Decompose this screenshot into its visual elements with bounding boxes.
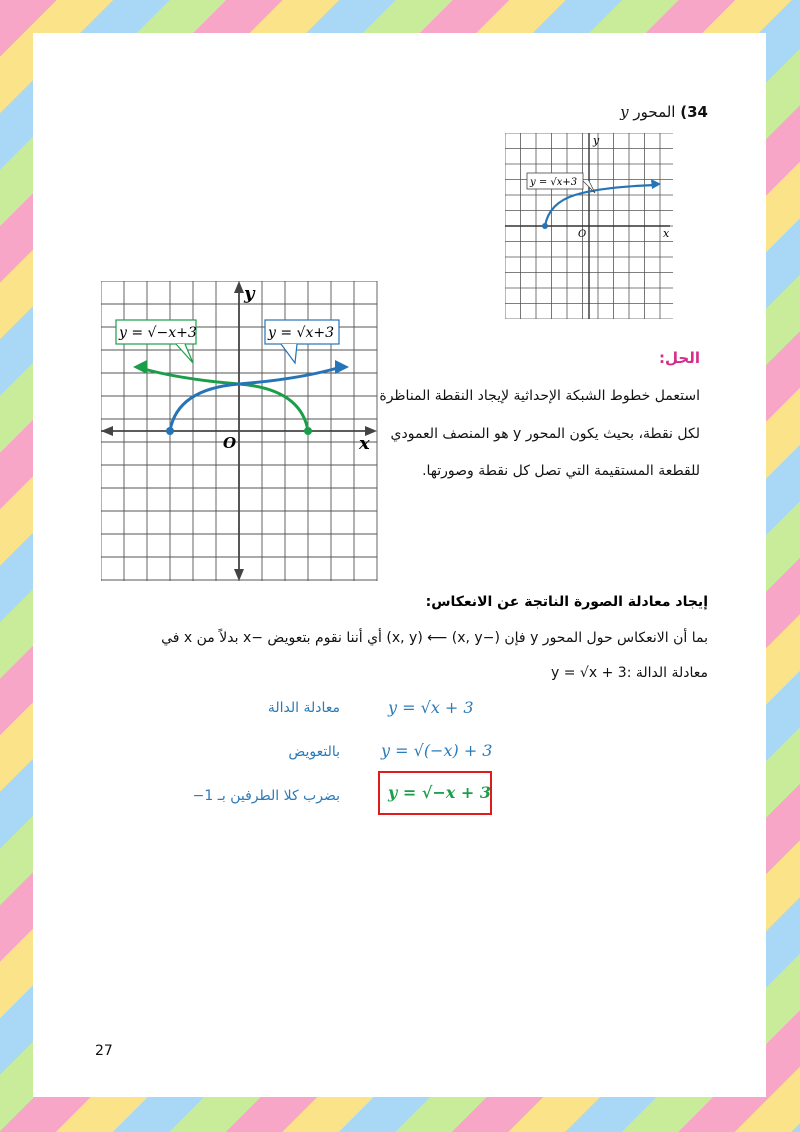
small-x-label: x	[663, 227, 670, 240]
step-3-equation: y = √−x + 3	[388, 783, 491, 802]
equation-section-line-1: بما أن الانعكاس حول المحور y فإن (−x, y) ⟵ (x, y) أي أننا نقوم بتعويض −x بدلاً من x في	[161, 630, 708, 646]
step-3-label: بضرب كلا الطرفين بـ 1−	[192, 788, 340, 804]
solution-line-1: استعمل خطوط الشبكة الإحداثية لإيجاد النقطة المناظرة	[379, 388, 700, 404]
big-graph	[101, 281, 379, 581]
big-y-axis-arrow-up	[234, 281, 244, 293]
solution-line-3: للقطعة المستقيمة التي تصل كل نقطة وصورتها.	[422, 463, 700, 479]
reflection-curve	[137, 367, 308, 431]
problem-axis-var: y	[620, 103, 629, 121]
right-equation-label: y = √x+3	[268, 325, 334, 341]
step-1-label: معادلة الدالة	[267, 700, 340, 716]
original-curve-arrow	[335, 360, 349, 374]
big-y-axis-arrow-down	[234, 569, 244, 581]
solution-heading: الحل:	[659, 349, 700, 367]
small-graph	[505, 133, 675, 319]
left-equation-label: y = √−x+3	[119, 325, 197, 341]
small-origin-label: O	[578, 229, 587, 240]
step-1-equation: y = √x + 3	[388, 698, 474, 717]
left-equation-pointer	[176, 344, 193, 363]
small-curve	[545, 185, 655, 226]
small-y-label: y	[593, 134, 600, 147]
solution-line-2: لكل نقطة، بحيث يكون المحور y هو المنصف العمودي	[390, 426, 700, 442]
original-curve	[170, 367, 341, 431]
problem-header	[620, 103, 708, 121]
reflection-curve-arrow	[133, 360, 147, 374]
problem-number: 34)	[680, 103, 708, 121]
big-origin-label: O	[223, 434, 237, 452]
right-equation-pointer	[281, 344, 297, 363]
equation-section-heading: إيجاد معادلة الصورة الناتجة عن الانعكاس:	[425, 594, 708, 610]
big-x-label: x	[359, 433, 370, 454]
big-y-label: y	[244, 283, 255, 304]
page	[33, 33, 766, 1097]
equation-section-line-2: معادلة الدالة :y = √x + 3	[551, 665, 708, 681]
problem-label: المحور	[633, 103, 676, 121]
step-2-equation: y = √(−x) + 3	[381, 741, 493, 760]
step-2-label: بالتعويض	[288, 744, 340, 760]
original-curve-point	[166, 427, 174, 435]
big-x-axis-arrow-left	[101, 426, 113, 436]
reflection-curve-point	[304, 427, 312, 435]
page-number: 27	[95, 1043, 113, 1059]
small-curve-point	[542, 223, 548, 229]
small-curve-arrow	[651, 179, 661, 189]
small-equation-label: y = √x+3	[530, 177, 578, 188]
